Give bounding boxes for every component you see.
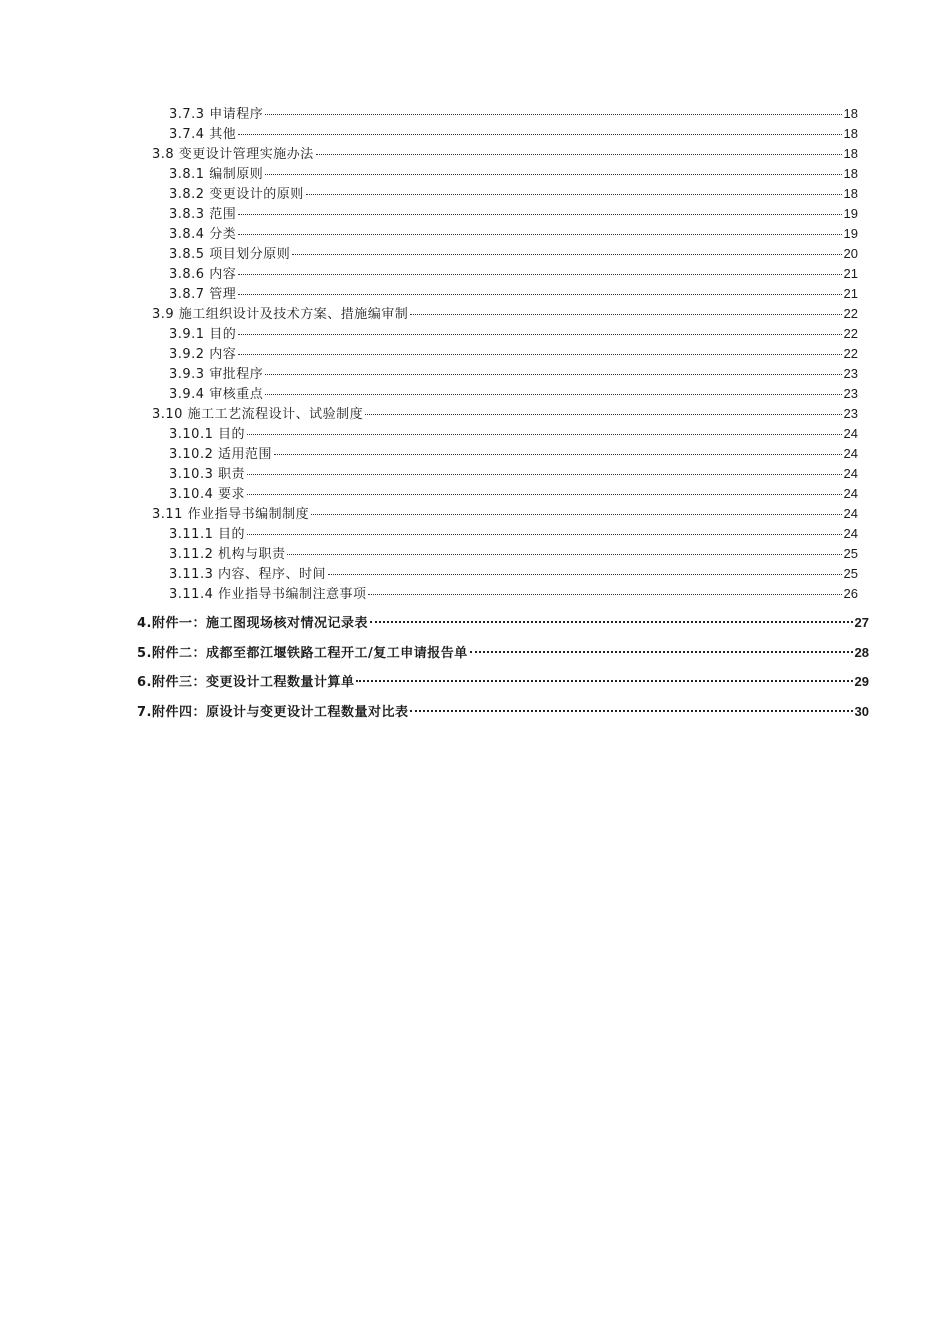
toc-leader-dots: [292, 253, 841, 255]
toc-entry-title: 5.附件二：成都至都江堰铁路工程开工/复工申请报告单: [137, 646, 468, 661]
toc-leader-dots: [238, 333, 841, 335]
toc-entry-page: 27: [854, 615, 869, 630]
toc-leader-dots: [238, 293, 841, 295]
toc-entry-page: 23: [843, 406, 858, 421]
toc-leader-dots: [238, 213, 841, 215]
toc-leader-dots: [311, 513, 841, 515]
toc-entry[interactable]: [169, 104, 858, 124]
toc-leader-dots: [238, 273, 841, 275]
toc-entry-title: 3.10.4 要求: [169, 487, 245, 502]
toc-entry-page: 24: [843, 506, 858, 521]
toc-entry[interactable]: [152, 304, 858, 324]
toc-entry-page: 26: [843, 586, 858, 601]
toc-leader-dots: [368, 593, 841, 595]
toc-leader-dots: [238, 133, 841, 135]
toc-entry[interactable]: [169, 584, 858, 604]
toc-entry-title: 3.8 变更设计管理实施办法: [152, 147, 314, 162]
toc-entry[interactable]: [152, 504, 858, 524]
toc-entry-page: 18: [843, 186, 858, 201]
toc-entry-page: 18: [843, 146, 858, 161]
toc-entry-page: 25: [843, 566, 858, 581]
toc-entry[interactable]: [169, 424, 858, 444]
toc-entry-title: 3.11.2 机构与职责: [169, 547, 286, 562]
toc-entry-page: 24: [843, 446, 858, 461]
toc-entry-page: 23: [843, 386, 858, 401]
toc-entry-title: 3.8.7 管理: [169, 287, 237, 302]
toc-entry[interactable]: [169, 224, 858, 244]
toc-leader-dots: [370, 620, 853, 623]
toc-entry[interactable]: [169, 444, 858, 464]
toc-leader-dots: [410, 313, 841, 315]
toc-entry[interactable]: [169, 344, 858, 364]
toc-leader-dots: [410, 709, 852, 712]
toc-entry-title: 3.10.2 适用范围: [169, 447, 272, 462]
toc-entry-page: 24: [843, 466, 858, 481]
toc-leader-dots: [247, 493, 842, 495]
toc-leader-dots: [238, 233, 841, 235]
toc-entry[interactable]: [169, 384, 858, 404]
toc-entry-title: 3.10.1 目的: [169, 427, 245, 442]
toc-entry-title: 3.9.4 审核重点: [169, 387, 264, 402]
toc-entry[interactable]: [169, 484, 858, 504]
toc-entry-page: 18: [843, 126, 858, 141]
toc-entry[interactable]: [169, 364, 858, 384]
toc-entry-title: 3.8.3 范围: [169, 207, 237, 222]
toc-entry-page: 22: [843, 306, 858, 321]
toc-entry-title: 3.11.3 内容、程序、时间: [169, 567, 326, 582]
toc-entry[interactable]: [137, 701, 869, 723]
toc-leader-dots: [274, 453, 842, 455]
toc-entry-title: 3.11 作业指导书编制制度: [152, 507, 310, 522]
toc-leader-dots: [265, 393, 841, 395]
toc-entry-page: 19: [843, 226, 858, 241]
toc-entry[interactable]: [169, 284, 858, 304]
toc-leader-dots: [470, 650, 853, 653]
toc-leader-dots: [306, 193, 842, 195]
toc-entry[interactable]: [169, 204, 858, 224]
toc-entry-page: 28: [854, 645, 869, 660]
toc-entry-page: 24: [843, 486, 858, 501]
toc-entry-page: 24: [843, 526, 858, 541]
toc-leader-dots: [265, 373, 841, 375]
toc-leader-dots: [316, 153, 842, 155]
toc-leader-dots: [365, 413, 841, 415]
toc-entry-title: 6.附件三：变更设计工程数量计算单: [137, 675, 355, 690]
toc-entry-title: 3.7.3 申请程序: [169, 107, 264, 122]
toc-entry-page: 20: [843, 246, 858, 261]
toc-entry-page: 21: [843, 266, 858, 281]
toc-leader-dots: [238, 353, 841, 355]
toc-entry[interactable]: [137, 612, 869, 634]
toc-entry[interactable]: [169, 164, 858, 184]
toc-entry[interactable]: [137, 671, 869, 693]
toc-entry[interactable]: [169, 264, 858, 284]
toc-entry-page: 21: [843, 286, 858, 301]
toc-entry-title: 7.附件四：原设计与变更设计工程数量对比表: [137, 705, 409, 720]
toc-entry-page: 22: [843, 346, 858, 361]
toc-entry[interactable]: [169, 324, 858, 344]
toc-entry[interactable]: [152, 144, 858, 164]
toc-entry-title: 3.8.4 分类: [169, 227, 237, 242]
toc-entry-page: 30: [854, 704, 869, 719]
toc-entry-page: 18: [843, 106, 858, 121]
toc-entry[interactable]: [169, 124, 858, 144]
toc-entry-title: 3.11.4 作业指导书编制注意事项: [169, 587, 367, 602]
toc-leader-dots: [265, 113, 841, 115]
toc-entry-page: 25: [843, 546, 858, 561]
toc-leader-dots: [287, 553, 841, 555]
toc-entry-title: 3.8.6 内容: [169, 267, 237, 282]
toc-entry[interactable]: [169, 564, 858, 584]
toc-entry-page: 29: [854, 674, 869, 689]
toc-leader-dots: [356, 679, 852, 682]
toc-entry-title: 3.8.5 项目划分原则: [169, 247, 291, 262]
toc-entry-title: 3.8.1 编制原则: [169, 167, 264, 182]
toc-leader-dots: [328, 573, 842, 575]
toc-entry-title: 3.8.2 变更设计的原则: [169, 187, 304, 202]
toc-entry-title: 3.7.4 其他: [169, 127, 237, 142]
toc-entry[interactable]: [169, 524, 858, 544]
toc-entry-title: 3.11.1 目的: [169, 527, 245, 542]
toc-entry-page: 18: [843, 166, 858, 181]
toc-entry[interactable]: [169, 544, 858, 564]
toc-entry-page: 24: [843, 426, 858, 441]
toc-leader-dots: [247, 533, 842, 535]
toc-entry[interactable]: [169, 244, 858, 264]
toc-entry[interactable]: [152, 404, 858, 424]
toc-entry[interactable]: [169, 464, 858, 484]
toc-entry[interactable]: [137, 642, 869, 664]
toc-entry-page: 22: [843, 326, 858, 341]
toc-entry-page: 19: [843, 206, 858, 221]
toc-entry-title: 4.附件一：施工图现场核对情况记录表: [137, 616, 368, 631]
toc-entry-title: 3.9.3 审批程序: [169, 367, 264, 382]
toc-entry[interactable]: [169, 184, 858, 204]
toc-leader-dots: [265, 173, 841, 175]
toc-entry-title: 3.9.2 内容: [169, 347, 237, 362]
toc-entry-page: 23: [843, 366, 858, 381]
toc-leader-dots: [247, 473, 842, 475]
toc-entry-title: 3.9 施工组织设计及技术方案、措施编审制: [152, 307, 409, 322]
toc-entry-title: 3.10 施工工艺流程设计、试验制度: [152, 407, 364, 422]
toc-entry-title: 3.9.1 目的: [169, 327, 237, 342]
toc-entry-title: 3.10.3 职责: [169, 467, 245, 482]
toc-leader-dots: [247, 433, 842, 435]
